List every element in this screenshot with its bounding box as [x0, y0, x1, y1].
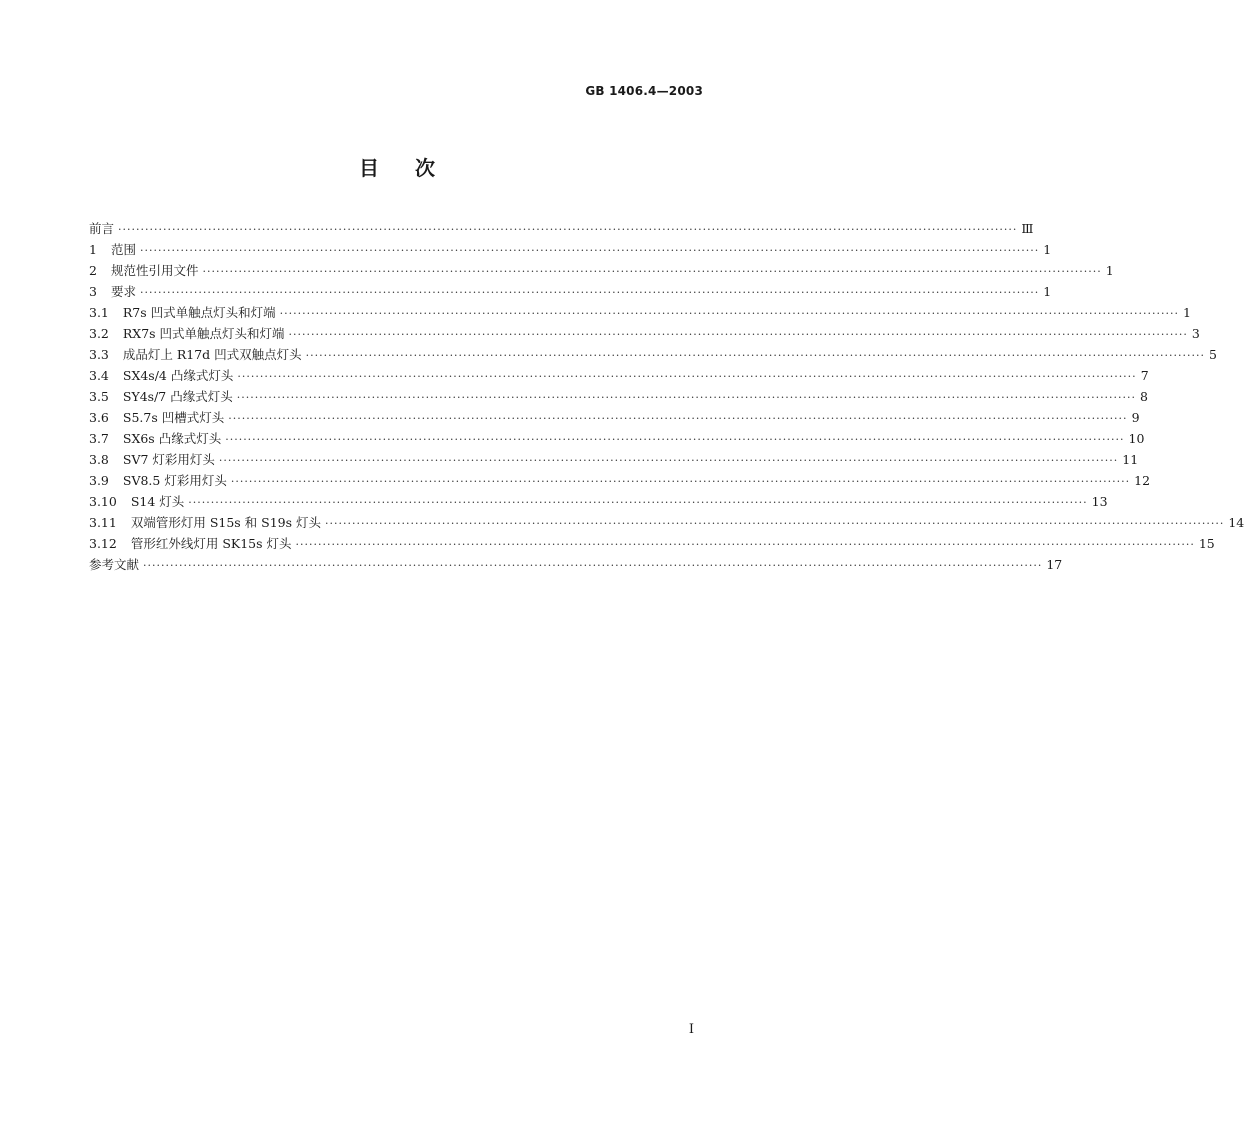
toc-entry-page: Ⅲ [1021, 221, 1034, 236]
toc-entry-label: 成品灯上 R17d 凹式双触点灯头 [122, 347, 302, 362]
toc-entry-label: 规范性引用文件 [110, 263, 199, 278]
toc-entry[interactable] [89, 344, 1217, 365]
toc-entry-label: 范围 [110, 242, 136, 257]
toc-entry-number: 3.12 [89, 536, 117, 551]
toc-title: 目次 [359, 156, 471, 180]
toc-entry[interactable] [89, 239, 1052, 260]
toc-entry-number: 3.7 [89, 431, 109, 446]
toc-dot-leader: ········································································································································································································ [225, 433, 1125, 446]
toc-dot-leader: ········································································································································································································ [230, 475, 1131, 488]
toc-entry[interactable] [89, 302, 1191, 323]
toc-entry-label: 管形红外线灯用 SK15s 灯头 [130, 536, 292, 551]
toc-entry-number: 3 [89, 284, 97, 299]
toc-entry-number: 3.6 [89, 410, 109, 425]
toc-entry[interactable] [89, 218, 1034, 239]
toc-dot-leader: ········································································································································································································ [188, 496, 1088, 509]
toc-dot-leader: ········································································································································································································ [139, 286, 1040, 299]
toc-entry-page: 10 [1128, 431, 1145, 446]
toc-entry[interactable] [89, 512, 1244, 533]
toc-dot-leader: ········································································································································································································ [295, 538, 1195, 551]
toc-entry[interactable] [89, 260, 1114, 281]
toc-dot-leader: ········································································································································································································ [288, 328, 1188, 341]
standard-number: GB 1406.4—2003 [585, 84, 703, 98]
toc-entry-label: 双端管形灯用 S15s 和 S19s 灯头 [130, 515, 322, 530]
toc-entry-label: 前言 [89, 221, 115, 236]
toc-entry-page: 1 [1043, 284, 1052, 299]
toc-entry-label: 要求 [110, 284, 136, 299]
toc-entry[interactable] [89, 407, 1140, 428]
toc-entry-number: 3.2 [89, 326, 109, 341]
toc-entry-page: 11 [1122, 452, 1139, 467]
toc-entry-page: 3 [1191, 326, 1200, 341]
toc-entry-number: 3.10 [89, 494, 117, 509]
toc-entry-label: R7s 凹式单触点灯头和灯端 [122, 305, 276, 320]
toc-entry[interactable] [89, 470, 1151, 491]
toc-entry-number: 3.4 [89, 368, 109, 383]
table-of-contents [89, 218, 1244, 575]
toc-dot-leader: ········································································································································································································ [325, 517, 1225, 530]
toc-entry-page: 14 [1228, 515, 1244, 530]
toc-entry-page: 1 [1043, 242, 1052, 257]
toc-entry-number: 3.5 [89, 389, 109, 404]
toc-entry-page: 17 [1046, 557, 1063, 572]
toc-entry[interactable] [89, 386, 1148, 407]
toc-entry-page: 7 [1140, 368, 1149, 383]
toc-entry-page: 15 [1198, 536, 1215, 551]
toc-dot-leader: ········································································································································································································ [237, 370, 1137, 383]
toc-entry-page: 9 [1131, 410, 1140, 425]
toc-dot-leader: ········································································································································································································ [143, 559, 1043, 572]
toc-entry[interactable] [89, 428, 1145, 449]
toc-dot-leader: ········································································································································································································ [139, 244, 1040, 257]
toc-entry-label: SX6s 凸缘式灯头 [122, 431, 222, 446]
toc-entry-number: 2 [89, 263, 97, 278]
toc-entry[interactable] [89, 491, 1108, 512]
toc-entry[interactable] [89, 449, 1139, 470]
toc-entry-label: SX4s/4 凸缘式灯头 [122, 368, 234, 383]
toc-entry-label: 参考文献 [89, 557, 140, 572]
page-number: I [688, 1022, 694, 1037]
toc-entry-page: 13 [1091, 494, 1108, 509]
toc-entry-label: S5.7s 凹槽式灯头 [122, 410, 225, 425]
toc-entry-number: 3.8 [89, 452, 109, 467]
toc-entry[interactable] [89, 323, 1200, 344]
toc-entry-page: 12 [1134, 473, 1151, 488]
toc-dot-leader: ········································································································································································································ [118, 223, 1018, 236]
toc-entry-label: SY4s/7 凸缘式灯头 [122, 389, 233, 404]
toc-dot-leader: ········································································································································································································ [236, 391, 1137, 404]
toc-entry-page: 5 [1209, 347, 1217, 362]
toc-dot-leader: ········································································································································································································ [279, 307, 1179, 320]
toc-dot-leader: ········································································································································································································ [305, 349, 1205, 362]
toc-entry-label: SV7 灯彩用灯头 [122, 452, 215, 467]
toc-entry-page: 1 [1105, 263, 1114, 278]
toc-entry-page: 1 [1182, 305, 1191, 320]
toc-dot-leader: ········································································································································································································ [228, 412, 1128, 425]
toc-entry[interactable] [89, 281, 1052, 302]
toc-entry-label: RX7s 凹式单触点灯头和灯端 [122, 326, 285, 341]
toc-entry[interactable] [89, 533, 1215, 554]
toc-entry[interactable] [89, 554, 1063, 575]
toc-entry-label: SV8.5 灯彩用灯头 [122, 473, 227, 488]
toc-entry-number: 3.11 [89, 515, 117, 530]
toc-entry-number: 3.1 [89, 305, 109, 320]
toc-entry-number: 3.3 [89, 347, 109, 362]
toc-entry-number: 1 [89, 242, 97, 257]
toc-entry-page: 8 [1140, 389, 1148, 404]
toc-entry-label: S14 灯头 [130, 494, 185, 509]
toc-dot-leader: ········································································································································································································ [218, 454, 1119, 467]
toc-entry-number: 3.9 [89, 473, 109, 488]
toc-entry[interactable] [89, 365, 1149, 386]
toc-dot-leader: ········································································································································································································ [202, 265, 1102, 278]
